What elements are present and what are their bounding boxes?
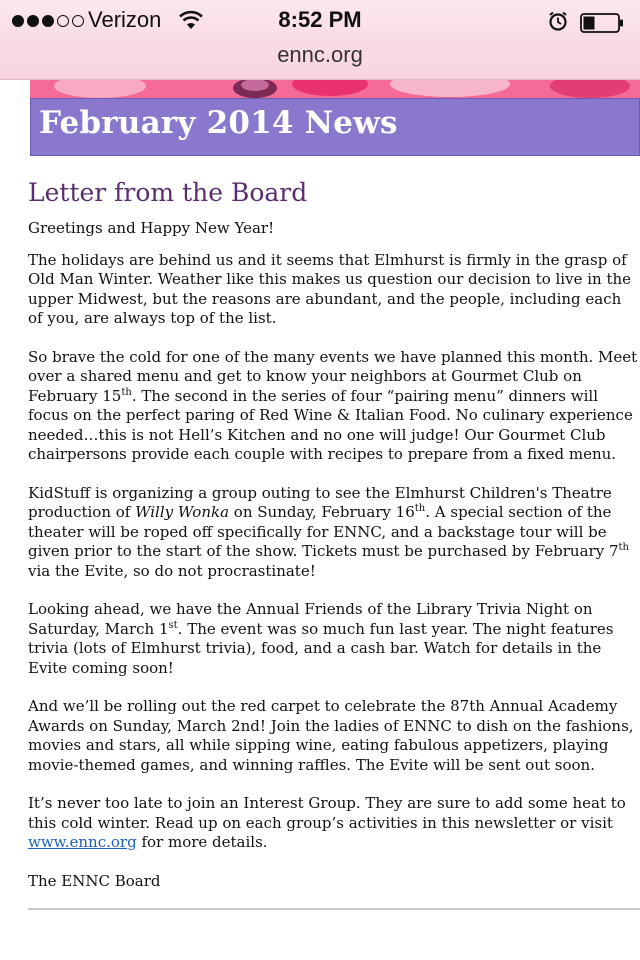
paragraph-interest-group: It’s never too late to join an Interest Group. They are sure to add some heat to this cold winter. Read up on each group’s activities in this newsletter or visit www.ennc.org for more details. <box>28 794 626 851</box>
paragraph-kidstuff: KidStuff is organizing a group outing to see the Elmhurst Children's Theatre production of Willy Wonka on Sunday, February 16th. A special section of the theater will be roped off specifically for ENNC, and a backstage tour will be given prior to the start of the show. Tickets must be purchased by February 7th via the Evite, so do not procrastinate! <box>28 483 629 580</box>
paragraph-academy-awards: And we’ll be rolling out the red carpet to celebrate the 87th Annual Academy Awards on Sunday, March 2nd! Join the ladies of ENNC to dish on the fashions, movies and stars, all while sipping wine, eating fabulous appetizers, playing movie-themed games, and winning raffles. The Evite will be sent out soon. <box>28 697 634 774</box>
battery-icon <box>580 13 624 33</box>
greeting-text: Greetings and Happy New Year! <box>28 219 275 237</box>
letter-article <box>28 178 638 910</box>
ennc-website-link[interactable]: www.ennc.org <box>28 833 137 851</box>
clock-time: 8:52 PM <box>278 7 362 32</box>
paragraph-gourmet-club: So brave the cold for one of the many events we have planned this month. Meet over a shared menu and get to know your neighbors at Gourmet Club on February 15th. The second in the series of four “pairing menu” dinners will focus on the perfect paring of Red Wine & Italian Food. No culinary experience needed…this is not Hell’s Kitchen and no one will judge! Our Gourmet Club chairpersons provide each couple with recipes to prepare from a fixed menu. <box>28 347 638 463</box>
signoff-text: The ENNC Board <box>28 871 161 890</box>
newsletter-banner <box>30 98 640 156</box>
banner-decoration <box>30 80 640 98</box>
carrier-name: Verizon <box>88 7 162 32</box>
article-heading: Letter from the Board <box>28 178 308 207</box>
alarm-icon <box>548 11 568 31</box>
browser-chrome <box>0 0 640 80</box>
status-bar <box>0 4 640 38</box>
section-divider <box>28 908 640 910</box>
paragraph-winter: The holidays are behind us and it seems that Elmhurst is firmly in the grasp of Old Man Winter. Weather like this makes us question our decision to live in the upper Midwest, but the reasons are abundant, and the people, including each of you, are always top of the list. <box>28 250 632 327</box>
paragraph-trivia-night: Looking ahead, we have the Annual Friends of the Library Trivia Night on Saturday, March 1st. The event was so much fun last year. The night features trivia (lots of Elmhurst trivia), food, and a cash bar. Watch for details in the Evite coming soon! <box>28 600 614 677</box>
newsletter-title: February 2014 News <box>39 105 398 141</box>
url-bar[interactable]: ennc.org <box>277 42 363 67</box>
